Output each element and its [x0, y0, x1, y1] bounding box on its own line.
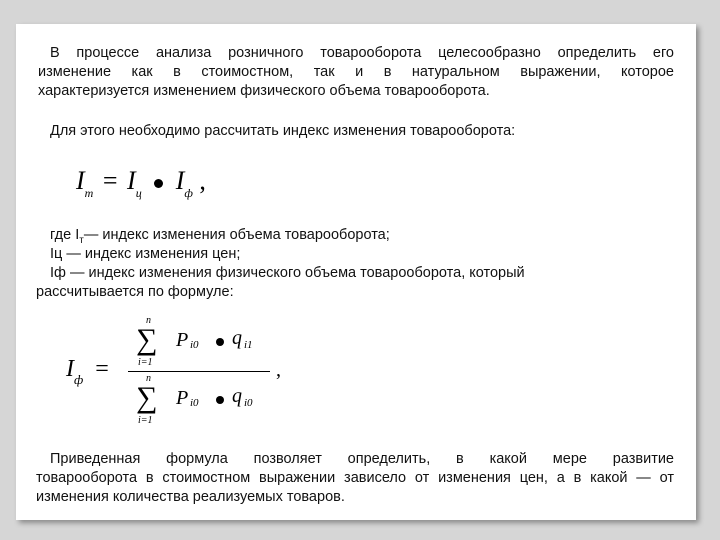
num-sum-bottom: i=1	[138, 357, 153, 368]
formula1-lhs: I	[76, 166, 85, 195]
den-q-sub: i0	[244, 397, 253, 409]
num-q-sub: i1	[244, 339, 253, 351]
paragraph-1-line-1: В процессе анализа розничного товарооборота целесообразно определить его	[50, 45, 674, 61]
formula1-i2: I	[175, 166, 185, 195]
den-q: q	[232, 385, 242, 407]
formula1-i2-sub: ф	[184, 186, 193, 200]
num-q: q	[232, 327, 242, 349]
den-sigma-icon: ∑	[136, 381, 158, 414]
formula-price-index	[76, 166, 236, 216]
num-sigma-icon: ∑	[136, 323, 158, 356]
paragraph-1-line-2: изменение как в стоимостном, так и в натуральном выражении, которое	[38, 64, 674, 80]
formula1-lhs-sub: т	[84, 186, 94, 200]
formula1-comma: ,	[199, 166, 206, 195]
multiply-dot-icon	[154, 179, 163, 188]
fraction-bar	[128, 371, 270, 372]
formula1-i1-sub: ц	[135, 186, 142, 200]
formula1-equals: =	[102, 166, 118, 195]
den-dot-icon	[216, 396, 224, 404]
den-p: P	[176, 387, 189, 409]
definition-line-3: Iф — индекс изменения физического объема товарооборота, который	[50, 265, 525, 281]
formula2-lhs: I	[66, 356, 74, 382]
formula2-comma: ,	[276, 359, 281, 381]
paragraph-2: Для этого необходимо рассчитать индекс изменения товарооборота:	[50, 123, 516, 139]
num-dot-icon	[216, 338, 224, 346]
definition-line-4: рассчитывается по формуле:	[36, 284, 234, 300]
den-sum-top: n	[146, 373, 151, 384]
num-sum-top: n	[146, 315, 151, 326]
formula2-lhs-sub: ф	[74, 372, 84, 387]
paragraph-3-line-3: изменения количества реализуемых товаров.	[36, 489, 345, 505]
definition-1-rest: — индекс изменения объема товарооборота;	[83, 227, 390, 243]
formula-physical-volume-index	[66, 315, 296, 429]
formula2-numerator	[126, 315, 286, 371]
paragraph-3-line-2: товарооборота в стоимостном выражении зависело от изменения цен, а в какой — от	[36, 470, 674, 486]
slide	[16, 24, 696, 520]
definition-line-1	[50, 226, 670, 246]
formula2-equals: =	[95, 356, 109, 382]
paragraph-1-line-3: характеризуется изменением физического объема товарооборота.	[38, 83, 490, 99]
paragraph-3-line-1: Приведенная формула позволяет определить, в какой мере развитие	[50, 451, 674, 467]
definition-line-2: Iц — индекс изменения цен;	[50, 246, 241, 262]
definition-1-sub: т	[79, 235, 84, 246]
definition-1-prefix: где I	[50, 227, 80, 243]
den-p-sub: i0	[190, 397, 199, 409]
formula1-i1: I	[127, 166, 136, 195]
num-p: P	[176, 329, 189, 351]
den-sum-bottom: i=1	[138, 415, 153, 426]
formula2-denominator	[126, 373, 286, 429]
num-p-sub: i0	[190, 339, 199, 351]
